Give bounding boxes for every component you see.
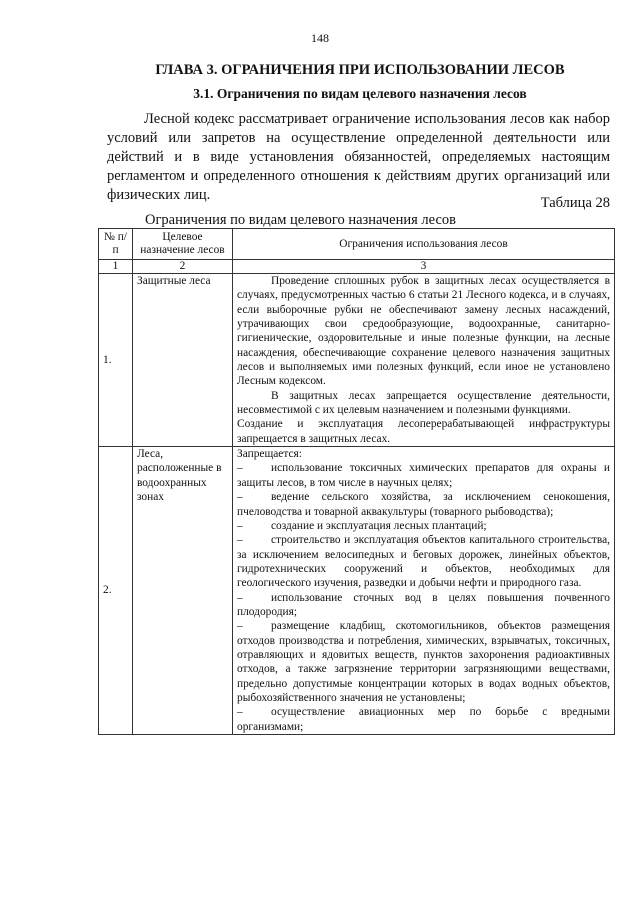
restriction-item (237, 705, 610, 734)
column-number-row (99, 260, 615, 274)
row-number: 2. (99, 447, 133, 735)
row-restrictions (233, 447, 615, 735)
table-row (99, 274, 615, 447)
restriction-item-text: строительство и эксплуатация объектов капитального строительства, за исключением велосипедных и беговых дорожек, линейных объектов, гидротехнических сооружений и объектов, необходимых для геологического изучения, разведки и добычи нефти и природного газа. (237, 534, 610, 590)
row-purpose: Защитные леса (133, 274, 233, 447)
restriction-item (237, 461, 610, 490)
restriction-item-text: использование сточных вод в целях повышения почвенного плодородия; (237, 591, 610, 618)
restriction-item (237, 619, 610, 705)
chapter-title: ГЛАВА 3. ОГРАНИЧЕНИЯ ПРИ ИСПОЛЬЗОВАНИИ ЛЕСОВ (155, 62, 565, 78)
section-title: 3.1. Ограничения по видам целевого назначения лесов (193, 86, 527, 101)
header-number: № п/п (99, 229, 133, 260)
dash-marker: – (237, 620, 243, 633)
table-caption: Ограничения по видам целевого назначения лесов (145, 212, 456, 228)
header-restrictions: Ограничения использования лесов (233, 229, 615, 260)
restriction-paragraph: Создание и эксплуатация лесоперерабатывающей инфраструктуры запрещается в защитных лесах. (237, 418, 610, 445)
table-label: Таблица 28 (540, 195, 610, 211)
dash-marker: – (237, 706, 243, 719)
page-number: 148 (311, 31, 329, 45)
column-number: 3 (233, 260, 615, 274)
row-purpose: Леса, расположенные в водоохранных зонах (133, 447, 233, 735)
restriction-item (237, 490, 610, 519)
dash-marker: – (237, 534, 243, 547)
column-number: 2 (133, 260, 233, 274)
intro-paragraph: Лесной кодекс рассматривает ограничение использования лесов как набор условий или запретов на осуществление определенной деятельности или действий и в виде установления обязанностей, определяемых настоящим регламентом и определенного отношения к действиям других организаций или физических лиц. (107, 111, 610, 203)
restriction-paragraph: Проведение сплошных рубок в защитных лесах осуществляется в случаях, предусмотренных частью 6 статьи 21 Лесного кодекса, и в случаях, если выборочные рубки не обеспечивают замену лесных насаждений, утрачивающих свои средообразующие, водоохранные, санитарно-гигиенические, оздоровительные и иные полезные функции, на лесные насаждения, обеспечивающие сохранение целевого назначения защитных лесов и выполняемых ими полезных функций, если иное не установлено Лесным кодексом. (237, 275, 610, 388)
restriction-item-text: использование токсичных химических препаратов для охраны и защиты лесов, в том числе в научных целях; (237, 462, 610, 489)
restrictions-table (98, 228, 615, 735)
restriction-lead: Запрещается: (237, 448, 302, 461)
dash-marker: – (237, 519, 243, 532)
restriction-paragraph: В защитных лесах запрещается осуществление деятельности, несовместимой с их целевым назначением и полезными функциями. (237, 389, 610, 417)
column-number: 1 (99, 260, 133, 274)
row-restrictions (233, 274, 615, 447)
restriction-item-text: ведение сельского хозяйства, за исключением сенокошения, пчеловодства и товарной аквакультуры (товарного рыбоводства); (237, 491, 610, 518)
dash-marker: – (237, 491, 243, 504)
dash-marker: – (237, 591, 243, 604)
dash-marker: – (237, 462, 243, 475)
header-purpose: Целевое назначение лесов (133, 229, 233, 260)
restriction-item-text: создание и эксплуатация лесных плантаций; (271, 519, 487, 532)
restriction-item-text: размещение кладбищ, скотомогильников, объектов размещения отходов производства и потребления, химических, взрывчатых, токсичных, отравляющих и ядовитых веществ, пунктов захоронения радиоактивных отходов, а также загрязнение территории загрязняющими веществами, предельно допустимые концентрации которых в водах водных объектов, рыбохозяйственного значения не установлены; (237, 620, 610, 704)
restriction-item (237, 533, 610, 590)
row-number: 1. (99, 274, 133, 447)
restriction-item (237, 591, 610, 620)
restriction-item (237, 519, 610, 533)
table-header-row (99, 229, 615, 260)
restriction-item-text: осуществление авиационных мер по борьбе с вредными организмами; (237, 706, 610, 733)
table-row (99, 447, 615, 735)
